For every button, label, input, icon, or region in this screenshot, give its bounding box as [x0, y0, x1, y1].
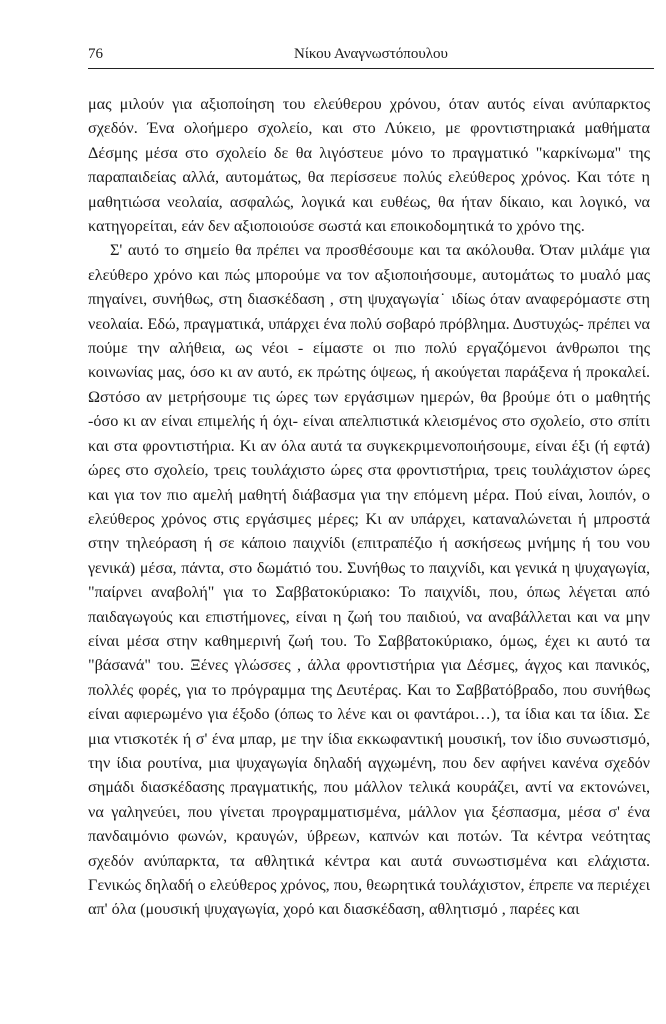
page-number: 76: [88, 46, 103, 62]
page-header: [88, 44, 654, 69]
paragraph: Σ' αυτό το σημείο θα πρέπει να προσθέσουμε και τα ακόλουθα. Όταν μιλάμε για ελεύθερο χρόνο και πώς μπορούμε να τον αξιοποιήσουμε, αυτομάτως το μυαλό μας πηγαίνει, συνήθως, στη διασκέδαση , στη ψυχαγωγία˙ ιδίως όταν αναφερόμαστε στη νεολαία. Εδώ, πραγματικά, υπάρχει ένα πολύ σοβαρό πρόβλημα. Δυστυχώς- πρέπει να πούμε την αλήθεια, ως νέοι - είμαστε οι πιο πολύ εργαζόμενοι άνθρωποι της κοινωνίας μας, όσο κι αν αυτό, εκ πρώτης όψεως, ή ακούγεται παράξενα ή προκαλεί. Ωστόσο αν μετρήσουμε τις ώρες των εργάσιμων ημερών, θα βρούμε ότι ο μαθητής -όσο κι αν είναι επιμελής ή όχι- είναι απελπιστικά κλεισμένος στο σχολείο, στο σπίτι και στα φροντιστήρια. Κι αν όλα αυτά τα συγκεκριμενοποιήσουμε, είναι έξι (ή εφτά) ώρες στο σχολείο, τρεις τουλάχιστο ώρες στα φροντιστήρια, τρεις τουλάχιστον ώρες και για τον πιο αμελή μαθητή διάβασμα για την επόμενη μέρα. Πού είναι, λοιπόν, ο ελεύθερος χρόνος στις εργάσιμες μέρες; Κι αν υπάρχει, καταναλώνεται ή μπροστά στην τηλεόραση ή σε κάποιο παιχνίδι (επιτραπέζιο ή ασκήσεως μνήμης ή του νου γενικά) μέσα, πάντα, στο δωμάτιό του. Συνήθως το παιχνίδι, και γενικά η ψυχαγωγία, "παίρνει αναβολή" για το Σαββατοκύριακο: Το παιχνίδι, που, όπως λέγεται από παιδαγωγούς και επιστήμονες, είναι η ζωή του παιδιού, να αναβάλλεται και να μην είναι μέσα στην καθημερινή ζωή του. Το Σαββατοκύριακο, όμως, έχει κι αυτό τα "βάσανά" του. Ξένες γλώσσες , άλλα φροντιστήρια για Δέσμες, άγχος και πανικός, πολλές φορές, για το πρόγραμμα της Δευτέρας. Και το Σαββατόβραδο, που συνήθως είναι αφιερωμένο για έξοδο (όπως το λένε και οι φαντάροι…), τα ίδια και τα ίδια. Σε μια ντισκοτέκ ή σ' ένα μπαρ, με την ίδια εκκωφαντική μουσική, τον ίδιο συνωστισμό, την ίδια ρουτίνα, μια ψυχαγωγία δηλαδή αγχωμένη, που δεν αφήνει κανένα σχεδόν σημάδι διασκέδασης πραγματικής, που μάλλον τελικά κουράζει, αντί να εκτονώνει, να γαληνεύει, που γίνεται προγραμματισμένα, μάλλον για ξέσπασμα, μέσα σ' ένα πανδαιμόνιο φωνών, κραυγών, ύβρεων, καπνών και ποτών. Τα κέντρα νεότητας σχεδόν ανύπαρκτα, τα αθλητικά κέντρα και αυτά συνωστισμένα και ελάχιστα. Γενικώς δηλαδή ο ελεύθερος χρόνος, που, θεωρητικά τουλάχιστον, έπρεπε να περιέχει απ' όλα (μουσική ψυχαγωγία, χορό και διασκέδαση, αθλητισμό , παρέες και: [88, 241, 650, 919]
body-text: [88, 92, 650, 922]
paragraph-continuation: μας μιλούν για αξιοποίηση του ελεύθερου χρόνου, όταν αυτός είναι ανύπαρκτος σχεδόν. Ένα ολοήμερο σχολείο, και στο Λύκειο, με φροντιστηριακά μαθήματα Δέσμης μέσα στο σχολείο δε θα λιγόστευε μόνο το πραγματικό "καρκίνωμα" της παραπαιδείας αλλά, αυτομάτως, θα περίσσευε πολύς ελεύθερος χρόνος. Και τότε η μαθητιώσα νεολαία, ασφαλώς, λογικά και ευθέως, θα ήταν δίκαιο, και λογικό, να κατηγορείται, εάν δεν αξιοποιούσε σωστά και εποικοδομητικά το χρόνο της.: [88, 95, 650, 236]
running-head-author: Νίκου Αναγνωστόπουλου: [294, 46, 448, 62]
